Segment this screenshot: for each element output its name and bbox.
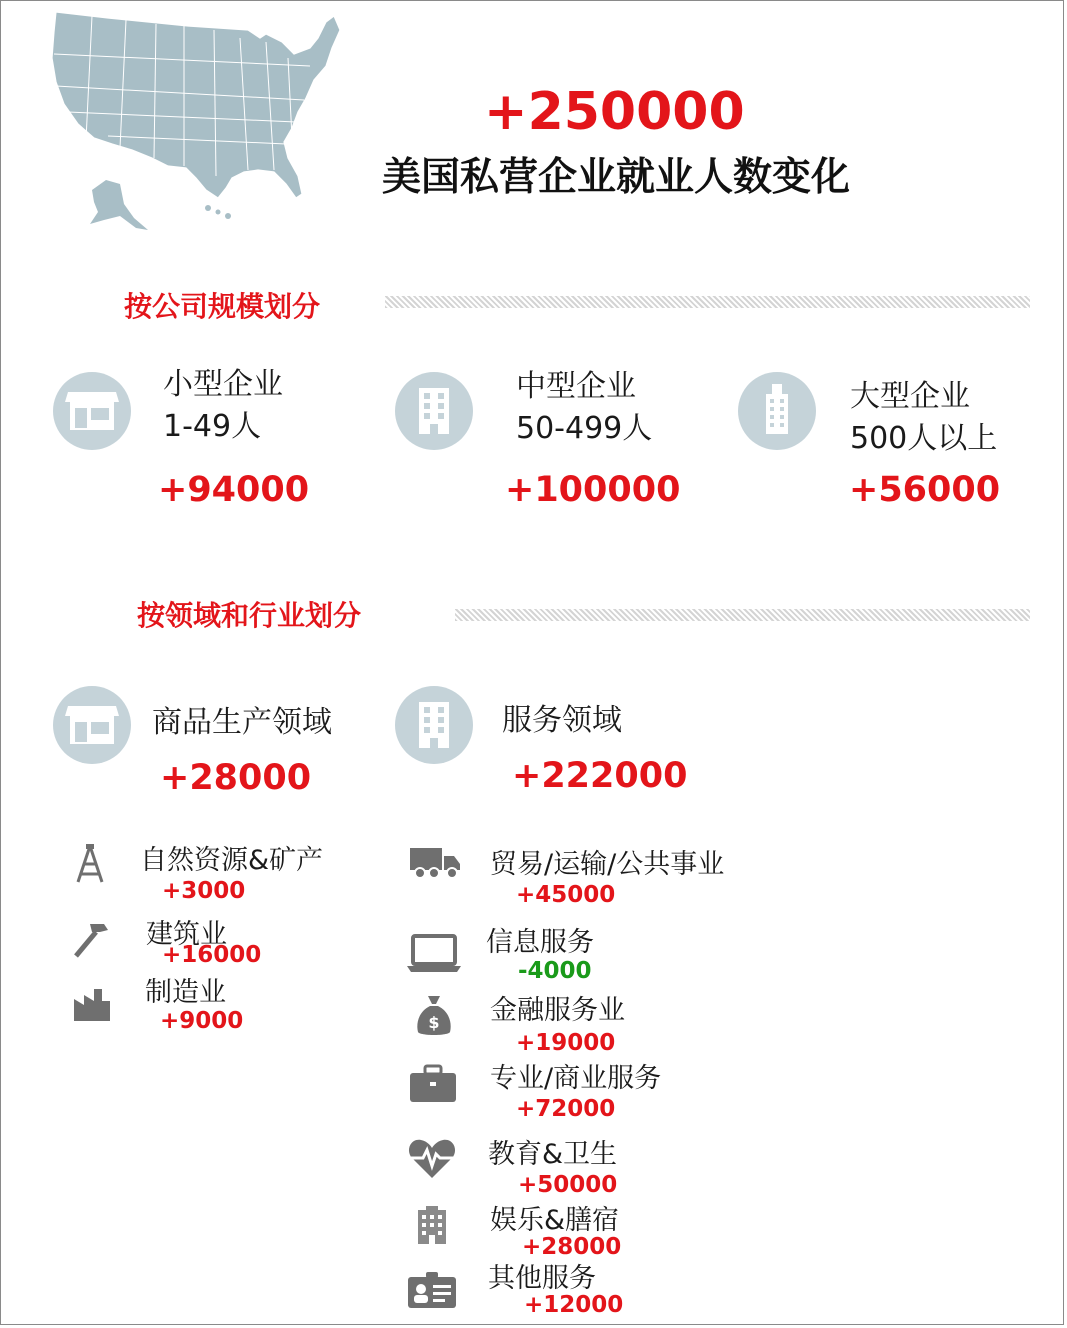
oil-derrick-icon — [72, 842, 108, 884]
total-change-value: +250000 — [484, 82, 745, 142]
information-name: 信息服务 — [486, 927, 594, 958]
leisure-hospitality-value: +28000 — [522, 1234, 622, 1260]
us-map-icon — [48, 8, 348, 236]
natural-resources-name: 自然资源&矿产 — [140, 845, 324, 876]
section-divider — [455, 609, 1030, 621]
truck-icon — [408, 844, 462, 880]
page-title: 美国私营企业就业人数变化 — [382, 155, 851, 200]
professional-business-value: +72000 — [516, 1096, 616, 1122]
factory-icon — [72, 985, 112, 1023]
small-business-value: +94000 — [158, 470, 310, 510]
svg-text:$: $ — [428, 1013, 440, 1032]
skyscraper-icon — [738, 372, 816, 450]
small-business-range: 1-49人 — [163, 409, 262, 444]
section-title-industry: 按领域和行业划分 — [137, 599, 362, 632]
services-sector-name: 服务领域 — [502, 703, 622, 738]
office-building-icon — [395, 372, 473, 450]
professional-business-name: 专业/商业服务 — [490, 1063, 662, 1094]
large-business-range: 500人以上 — [850, 421, 998, 456]
storefront-icon — [53, 686, 131, 764]
section-divider — [385, 296, 1030, 308]
other-services-name: 其他服务 — [488, 1263, 596, 1294]
briefcase-icon — [408, 1064, 458, 1104]
section-title-company-size: 按公司规模划分 — [124, 290, 321, 323]
information-value: -4000 — [518, 958, 592, 984]
services-sector-value: +222000 — [512, 756, 688, 796]
trade-transport-name: 贸易/运输/公共事业 — [490, 849, 725, 880]
financial-name: 金融服务业 — [490, 995, 625, 1026]
laptop-icon — [405, 932, 463, 974]
heart-pulse-icon — [407, 1136, 457, 1180]
storefront-icon — [53, 372, 131, 450]
other-services-value: +12000 — [524, 1292, 624, 1318]
id-card-icon — [406, 1270, 458, 1310]
leisure-hospitality-name: 娱乐&膳宿 — [490, 1205, 620, 1236]
money-bag-icon — [414, 994, 454, 1038]
education-health-value: +50000 — [518, 1172, 618, 1198]
small-business-name: 小型企业 — [163, 367, 283, 402]
large-business-name: 大型企业 — [850, 379, 970, 414]
medium-business-value: +100000 — [505, 470, 681, 510]
medium-business-range: 50-499人 — [516, 411, 653, 446]
hammer-icon — [70, 918, 114, 962]
manufacturing-name: 制造业 — [145, 977, 226, 1008]
large-business-value: +56000 — [849, 470, 1001, 510]
natural-resources-value: +3000 — [162, 878, 246, 904]
goods-sector-value: +28000 — [160, 758, 312, 798]
manufacturing-value: +9000 — [160, 1008, 244, 1034]
construction-value: +16000 — [162, 942, 262, 968]
financial-value: +19000 — [516, 1030, 616, 1056]
trade-transport-value: +45000 — [516, 882, 616, 908]
office-building-icon — [395, 686, 473, 764]
medium-business-name: 中型企业 — [516, 369, 636, 404]
hotel-icon — [414, 1204, 450, 1246]
goods-sector-name: 商品生产领域 — [152, 705, 332, 740]
education-health-name: 教育&卫生 — [488, 1139, 618, 1170]
construction-name: 建筑业 — [146, 919, 227, 950]
